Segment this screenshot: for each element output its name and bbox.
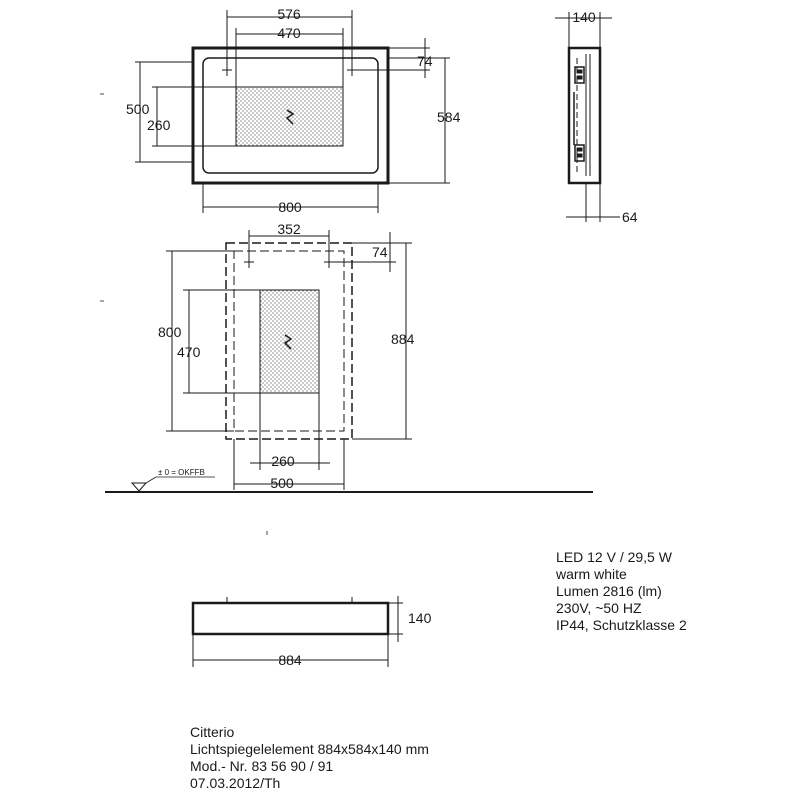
dim-576: 576 (277, 6, 301, 22)
dim-884-top: 884 (278, 652, 302, 668)
spec-line: 230V, ~50 HZ (556, 600, 642, 616)
dim-140-side: 140 (572, 9, 596, 25)
dim-584: 584 (437, 109, 461, 125)
spec-line: IP44, Schutzklasse 2 (556, 617, 687, 633)
dim-352: 352 (277, 221, 301, 237)
side-view (555, 12, 620, 222)
dim-140-top: 140 (408, 610, 432, 626)
drawing-date: 07.03.2012/Th (190, 775, 281, 791)
dim-74-top: 74 (417, 53, 433, 69)
dim-500-height: 500 (126, 101, 150, 117)
dim-260-led: 260 (147, 117, 171, 133)
dim-800-portrait: 800 (158, 324, 182, 340)
dim-800-width: 800 (278, 199, 302, 215)
level-marker-icon (132, 483, 146, 491)
spec-line: Lumen 2816 (lm) (556, 583, 662, 599)
front-view-portrait (166, 230, 412, 490)
dim-470: 470 (277, 25, 301, 41)
side-bracket-top (575, 67, 584, 83)
dim-884-portrait: 884 (391, 331, 415, 347)
mount-point-left (222, 65, 232, 76)
floor-reference (105, 477, 593, 492)
dim-64-side: 64 (622, 209, 638, 225)
dim-500-bottom: 500 (270, 475, 294, 491)
floor-reference-label: ± 0 = OKFFB (158, 468, 205, 477)
dim-470-portrait: 470 (177, 344, 201, 360)
product-description: Lichtspiegelelement 884x584x140 mm (190, 741, 429, 757)
spec-line: warm white (556, 566, 627, 582)
portrait-led-panel (260, 290, 319, 393)
top-view-body (193, 603, 388, 634)
model-number: Mod.- Nr. 83 56 90 / 91 (190, 758, 334, 774)
product-name: Citterio (190, 724, 235, 740)
side-bracket-bottom (575, 145, 584, 161)
spec-line: LED 12 V / 29,5 W (556, 549, 672, 565)
dim-260-bottom: 260 (271, 453, 295, 469)
portrait-mount-point-left (244, 257, 254, 268)
dim-74-portrait: 74 (372, 244, 388, 260)
title-block (190, 724, 429, 792)
specs-block (556, 549, 687, 634)
